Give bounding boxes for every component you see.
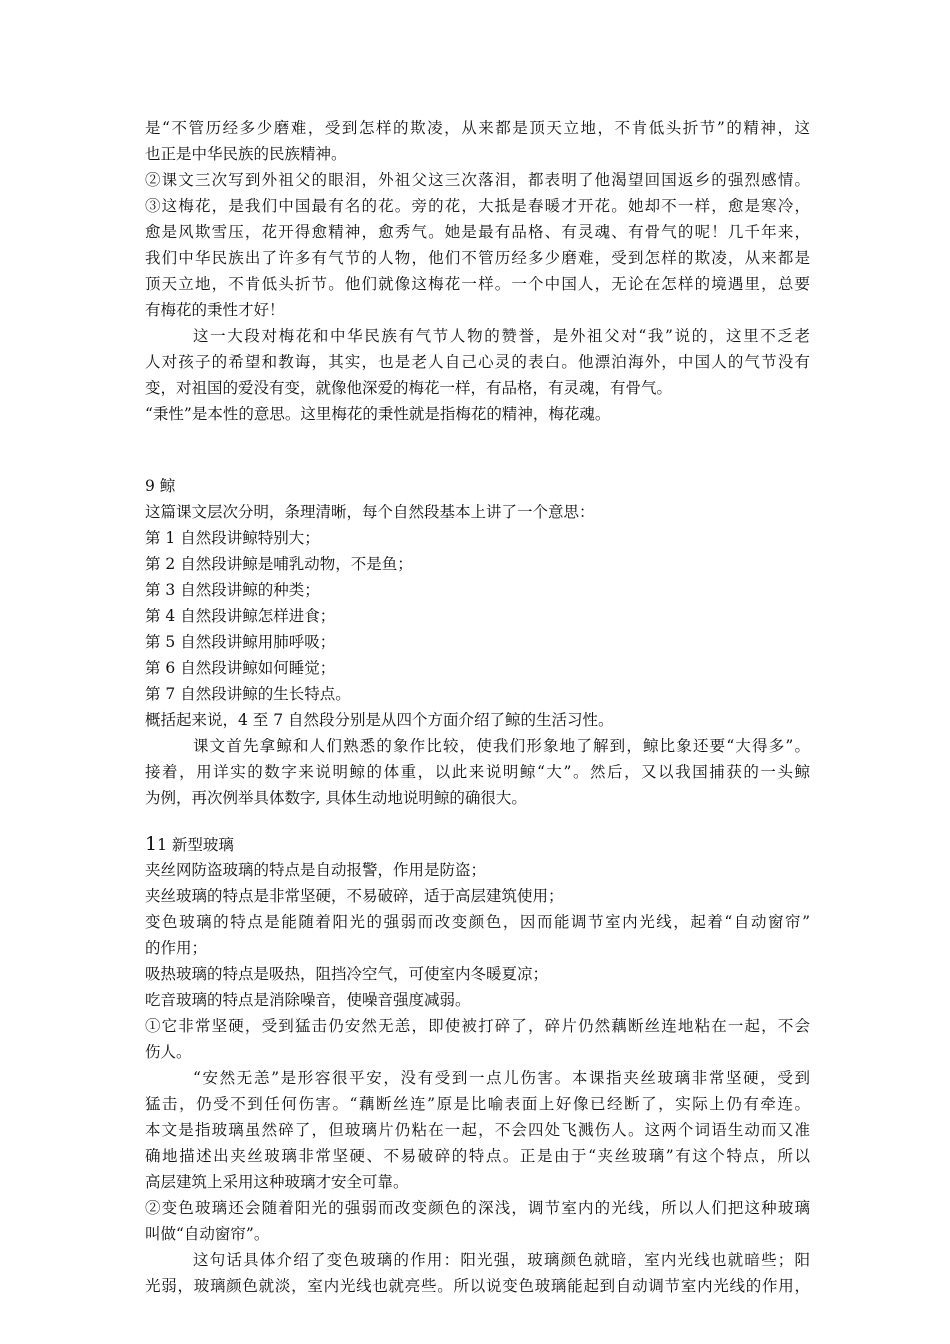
paragraph-line: ③这梅花，是我们中国最有名的花。旁的花，大抵是春暖才开花。她却不一样，愈是寒冷， [145,197,810,215]
paragraph-line: 接着，用详实的数字来说明鲸的体重，以此来说明鲸“大”。然后，又以我国捕获的一头鲸 [145,763,810,781]
list-item: 第 4 自然段讲鲸怎样进食； [145,607,336,625]
paragraph-line: ②变色玻璃还会随着阳光的强弱而改变颜色的深浅，调节室内的光线，所以人们把这种玻璃 [145,1199,810,1217]
paragraph-line: 愈是风欺雪压，花开得愈精神，愈秀气。她是最有品格、有灵魂、有骨气的呢！几千年来， [145,223,810,241]
section-heading [145,831,810,857]
paragraph-line: 课文首先拿鲸和人们熟悉的象作比较，使我们形象地了解到，鲸比象还要“大得多”。 [193,737,810,755]
list-item: 第 5 自然段讲鲸用肺呼吸； [145,633,336,651]
paragraph-line: 吸热玻璃的特点是吸热，阻挡冷空气，可使室内冬暖夏凉； [145,965,549,983]
paragraph-line: ①它非常坚硬，受到猛击仍安然无恙，即使被打碎了，碎片仍然藕断丝连地粘在一起，不会 [145,1017,810,1035]
paragraph-line: “秉性”是本性的意思。这里梅花的秉性就是指梅花的精神，梅花魂。 [145,405,611,423]
paragraph-line: “安然无恙”是形容很平安，没有受到一点儿伤害。本课指夹丝玻璃非常坚硬，受到 [193,1069,810,1087]
paragraph-line: ②课文三次写到外祖父的眼泪，外祖父这三次落泪，都表明了他渴望回国返乡的强烈感情。 [145,171,810,189]
paragraph-line: 为例，再次例举具体数字, 具体生动地说明鲸的确很大。 [145,789,527,807]
paragraph-line: 这句话具体介绍了变色玻璃的作用：阳光强，玻璃颜色就暗，室内光线也就暗些；阳 [193,1251,810,1269]
list-item: 第 1 自然段讲鲸特别大； [145,529,320,547]
paragraph-line: 这篇课文层次分明，条理清晰，每个自然段基本上讲了一个意思： [145,503,595,521]
list-item: 第 7 自然段讲鲸的生长特点。 [145,685,351,703]
heading-text: 1 新型玻璃 [157,836,234,854]
paragraph-line: 顶天立地，不肯低头折节。他们就像这梅花一样。一个中国人，无论在怎样的境遇里，总要 [145,275,810,293]
paragraph-line: 确地描述出夹丝玻璃非常坚硬、不易破碎的特点。正是由于“夹丝玻璃”有这个特点，所以 [145,1147,810,1165]
heading-number-digit: 1 [145,833,158,855]
paragraph-line: 猛击，仍受不到任何伤害。“藕断丝连”原是比喻表面上好像已经断了，实际上仍有牵连。 [145,1095,810,1113]
paragraph-line: 是“不管历经多少磨难，受到怎样的欺凌，从来都是顶天立地，不肯低头折节”的精神，这 [145,119,810,137]
paragraph-line: 光弱，玻璃颜色就淡，室内光线也就亮些。所以说变色玻璃能起到自动调节室内光线的作用， [145,1277,810,1295]
paragraph-line: 叫做“自动窗帘”。 [145,1225,270,1243]
paragraph-line: 有梅花的秉性才好！ [145,301,285,319]
section-heading: 9 鲸 [145,477,176,495]
list-item: 第 6 自然段讲鲸如何睡觉； [145,659,336,677]
paragraph-line: 我们中华民族出了许多有气节的人物，他们不管历经多少磨难，受到怎样的欺凌，从来都是 [145,249,810,267]
paragraph-line: 本文是指玻璃虽然碎了，但玻璃片仍粘在一起，不会四处飞溅伤人。这两个词语生动而又准 [145,1121,810,1139]
paragraph-line: 伤人。 [145,1043,192,1061]
document-page [145,115,810,1299]
paragraph-line: 夹丝网防盗玻璃的特点是自动报警，作用是防盗； [145,861,487,879]
paragraph-line: 的作用； [145,939,208,957]
paragraph-line: 变，对祖国的爱没有变，就像他深爱的梅花一样，有品格，有灵魂，有骨气。 [145,379,673,397]
paragraph-line: 也正是中华民族的民族精神。 [145,145,347,163]
paragraph-line: 人对孩子的希望和教诲，其实，也是老人自己心灵的表白。他漂泊海外，中国人的气节没有 [145,353,810,371]
list-item: 第 3 自然段讲鲸的种类； [145,581,320,599]
paragraph-line: 变色玻璃的特点是能随着阳光的强弱而改变颜色，因而能调节室内光线，起着“自动窗帘” [145,913,810,931]
list-item: 第 2 自然段讲鲸是哺乳动物，不是鱼； [145,555,413,573]
paragraph-line: 概括起来说，4 至 7 自然段分别是从四个方面介绍了鲸的生活习性。 [145,711,614,729]
paragraph-line: 这一大段对梅花和中华民族有气节人物的赞誉，是外祖父对“我”说的，这里不乏老 [193,327,810,345]
paragraph-line: 高层建筑上采用这种玻璃才安全可靠。 [145,1173,409,1191]
paragraph-line: 夹丝玻璃的特点是非常坚硬，不易破碎，适于高层建筑使用； [145,887,564,905]
paragraph-line: 吃音玻璃的特点是消除噪音，使噪音强度减弱。 [145,991,471,1009]
